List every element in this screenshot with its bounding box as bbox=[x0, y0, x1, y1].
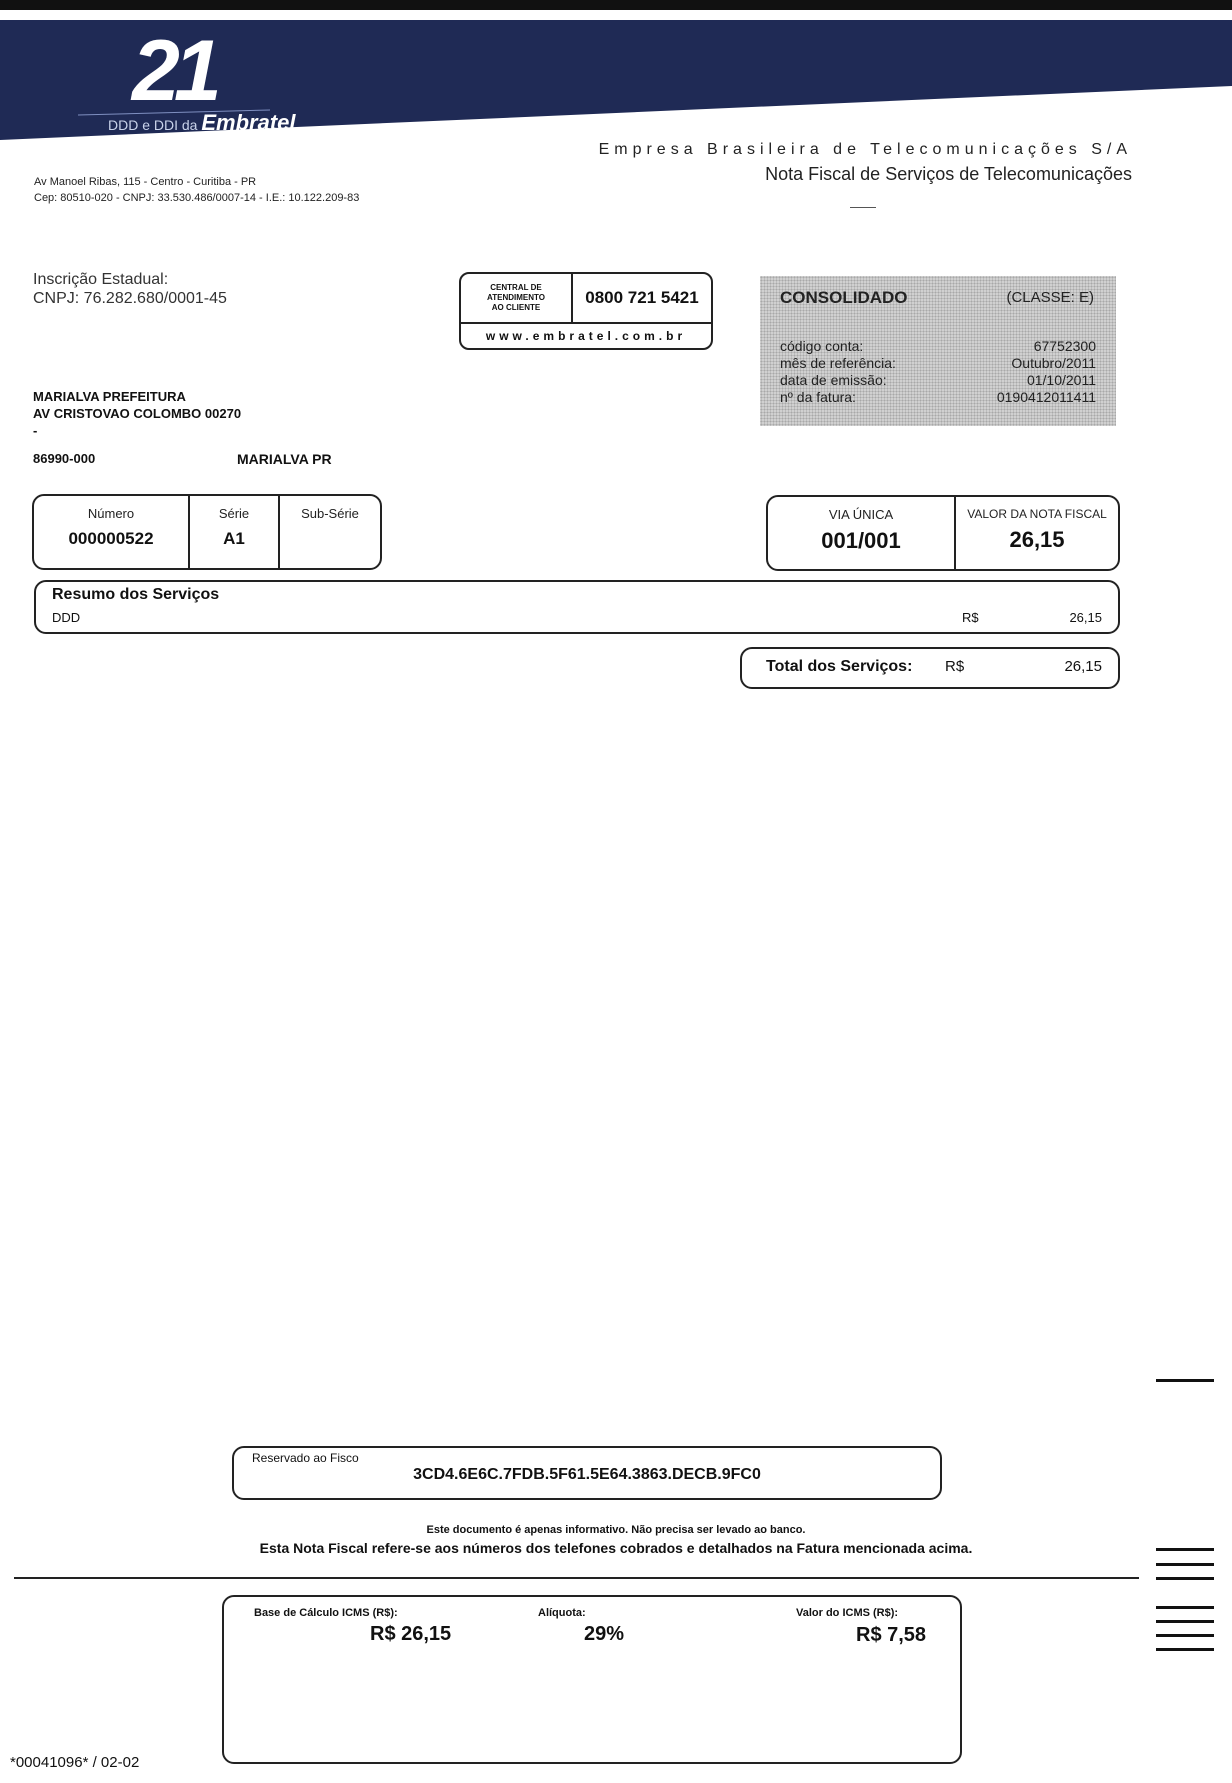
invoice-number-box bbox=[32, 494, 382, 570]
panel-row-value: 01/10/2011 bbox=[1026, 372, 1096, 388]
recipient-name: MARIALVA PREFEITURA bbox=[33, 389, 186, 404]
side-mark bbox=[1156, 1563, 1214, 1566]
subserie-label: Sub-Série bbox=[301, 506, 359, 521]
account-panel bbox=[760, 276, 1116, 426]
panel-row-value: Outubro/2011 bbox=[1011, 355, 1096, 371]
logo-tagline bbox=[108, 110, 296, 136]
panel-row-label: nº da fatura: bbox=[780, 389, 856, 405]
icms-box bbox=[222, 1595, 962, 1764]
cnpj-line: CNPJ: 76.282.680/0001-45 bbox=[33, 290, 227, 307]
recipient-street: AV CRISTOVAO COLOMBO 00270 bbox=[33, 406, 242, 421]
via-cell bbox=[768, 497, 956, 569]
serie-label: Série bbox=[218, 506, 250, 521]
service-center-box bbox=[459, 272, 713, 350]
recipient-dash: - bbox=[33, 423, 38, 438]
fisco-box bbox=[232, 1446, 942, 1500]
icms-aliquota-label: Alíquota: bbox=[538, 1607, 586, 1619]
panel-class: (CLASSE: E) bbox=[1006, 289, 1094, 306]
logo-brand: Embratel bbox=[201, 110, 296, 135]
divider-mark bbox=[850, 207, 876, 208]
address-line-1: Av Manoel Ribas, 115 - Centro - Curitiba - PR bbox=[34, 176, 257, 188]
service-item-name: DDD bbox=[52, 610, 81, 625]
footer-code: *00041096* / 02-02 bbox=[10, 1754, 140, 1771]
icms-aliquota-value: 29% bbox=[584, 1623, 625, 1645]
panel-row bbox=[780, 389, 1096, 406]
services-total-box bbox=[740, 647, 1120, 689]
panel-row-label: código conta: bbox=[780, 338, 864, 354]
company-address bbox=[34, 174, 359, 206]
service-item-currency: R$ bbox=[962, 610, 979, 625]
customer-ids bbox=[33, 270, 227, 308]
serie-value: A1 bbox=[223, 529, 245, 548]
panel-title: CONSOLIDADO bbox=[780, 288, 908, 307]
recipient-block bbox=[33, 388, 241, 439]
note-line-1: Este documento é apenas informativo. Não precisa ser levado ao banco. bbox=[426, 1524, 806, 1536]
side-mark bbox=[1156, 1620, 1214, 1623]
services-summary-box bbox=[34, 580, 1120, 634]
numero-value: 000000522 bbox=[68, 529, 154, 548]
panel-row bbox=[780, 355, 1096, 372]
valor-cell bbox=[956, 497, 1118, 569]
document-title: Nota Fiscal de Serviços de Telecomunicações bbox=[765, 164, 1132, 184]
services-title: Resumo dos Serviços bbox=[52, 586, 220, 603]
panel-row bbox=[780, 372, 1096, 389]
fisco-label: Reservado ao Fisco bbox=[252, 1451, 359, 1465]
total-label: Total dos Serviços: bbox=[766, 658, 913, 675]
total-currency: R$ bbox=[945, 658, 965, 675]
icms-valor-label: Valor do ICMS (R$): bbox=[796, 1607, 899, 1619]
valor-value: 26,15 bbox=[1009, 527, 1065, 552]
subserie-cell bbox=[280, 496, 380, 568]
numero-cell bbox=[34, 496, 190, 568]
panel-row bbox=[780, 338, 1096, 355]
ie-label: Inscrição Estadual: bbox=[33, 271, 169, 288]
service-center-label: CENTRAL DE ATENDIMENTO AO CLIENTE bbox=[487, 283, 545, 312]
service-center-label-cell bbox=[461, 274, 573, 324]
icms-base-value: R$ 26,15 bbox=[370, 1623, 452, 1645]
note-line-2: Esta Nota Fiscal refere-se aos números dos telefones cobrados e detalhados na Fatura mencionada acima. bbox=[259, 1540, 973, 1556]
panel-row-value: 67752300 bbox=[1033, 338, 1096, 354]
via-valor-box bbox=[766, 495, 1120, 571]
icms-base-label: Base de Cálculo ICMS (R$): bbox=[254, 1607, 398, 1619]
address-line-2: Cep: 80510-020 - CNPJ: 33.530.486/0007-14 - I.E.: 10.122.209-83 bbox=[34, 192, 360, 204]
fisco-code: 3CD4.6E6C.7FDB.5F61.5E64.3863.DECB.9FC0 bbox=[413, 1466, 761, 1483]
via-value: 001/001 bbox=[821, 528, 901, 553]
service-center-phone: 0800 721 5421 bbox=[573, 274, 711, 324]
logo-number: 21 bbox=[132, 23, 216, 119]
serie-cell bbox=[190, 496, 280, 568]
service-item-amount: 26,15 bbox=[1069, 610, 1102, 625]
logo-tagline-text: DDD e DDI da bbox=[108, 117, 198, 133]
recipient-cep: 86990-000 bbox=[33, 451, 96, 466]
valor-label: VALOR DA NOTA FISCAL bbox=[967, 507, 1107, 521]
panel-row-label: data de emissão: bbox=[780, 372, 887, 388]
side-mark bbox=[1156, 1648, 1214, 1651]
side-mark bbox=[1156, 1577, 1214, 1580]
horizontal-rule bbox=[14, 1577, 1139, 1579]
via-label: VIA ÚNICA bbox=[828, 507, 894, 522]
numero-label: Número bbox=[87, 506, 135, 521]
panel-rows bbox=[780, 338, 1096, 406]
recipient-city: MARIALVA PR bbox=[237, 451, 332, 467]
side-mark bbox=[1156, 1606, 1214, 1609]
service-item bbox=[52, 610, 1102, 625]
panel-row-label: mês de referência: bbox=[780, 355, 896, 371]
company-name: Empresa Brasileira de Telecomunicações S/A bbox=[598, 141, 1132, 158]
icms-valor-value: R$ 7,58 bbox=[856, 1624, 927, 1646]
service-center-website[interactable]: www.embratel.com.br bbox=[485, 329, 687, 343]
panel-row-value: 0190412011411 bbox=[996, 389, 1096, 405]
total-value: 26,15 bbox=[1064, 658, 1102, 675]
side-mark bbox=[1156, 1379, 1214, 1382]
side-mark bbox=[1156, 1634, 1214, 1637]
